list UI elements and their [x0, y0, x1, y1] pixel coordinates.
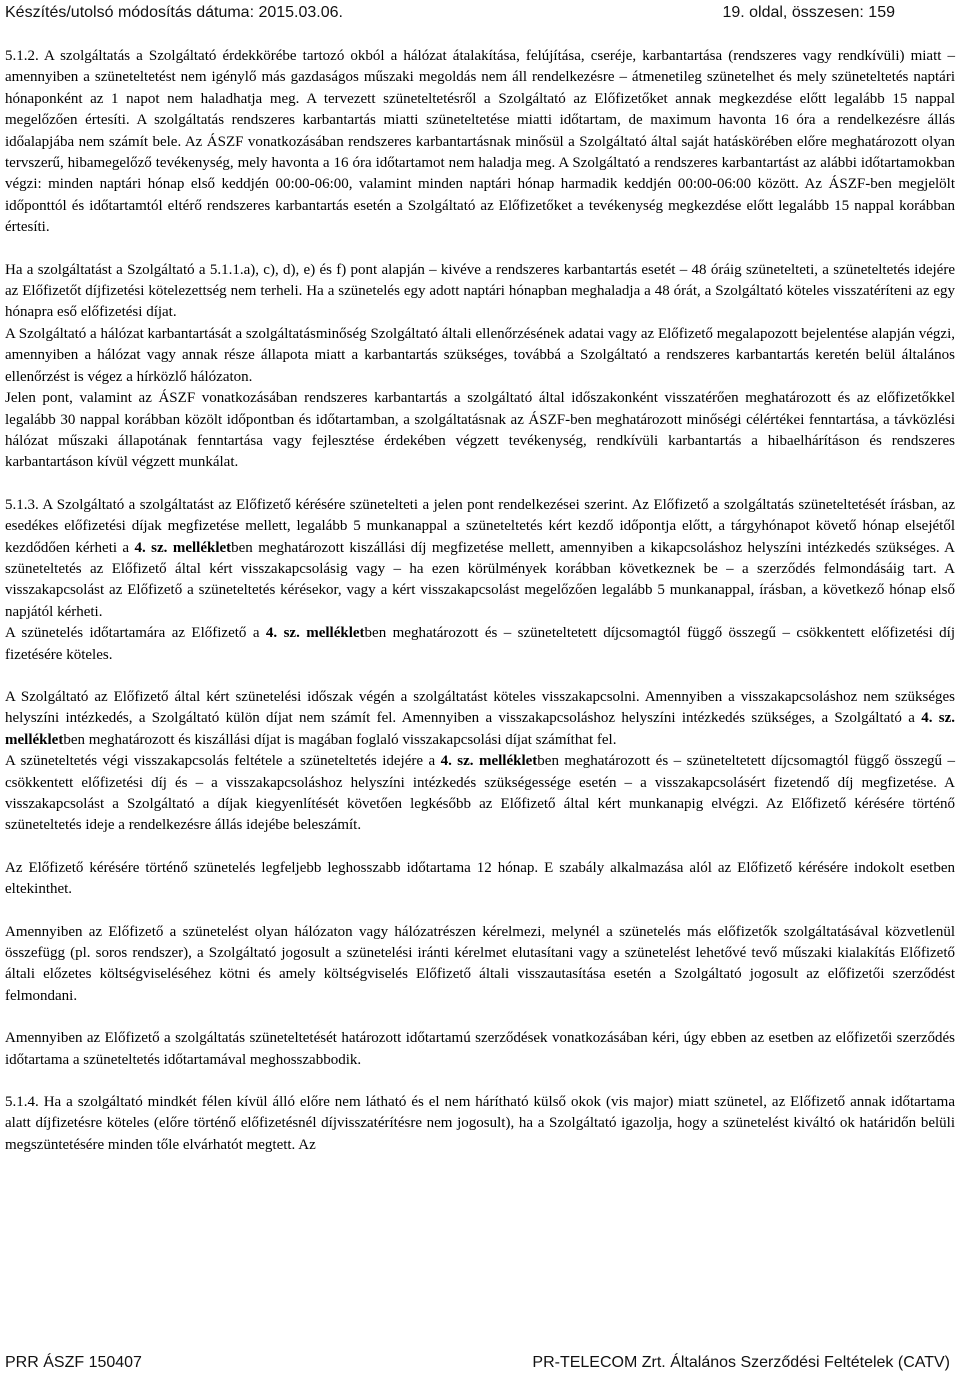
paragraph: A Szolgáltató a hálózat karbantartását a szolgáltatásminőség Szolgáltató általi ellenőrzésének adatai vagy az Előfizető megalapozott bejelentése alapján végzi, amennyiben a hálózat vagy annak része állapota miatt a karbantartás szükséges, továbbá a Szolgáltató a rendszeres karbantartás keretén belül általános ellenőrzést is végez a hírközlő hálózaton.: [5, 325, 955, 385]
page-number: 19. oldal, összesen: 159: [722, 4, 895, 21]
paragraph: [5, 751, 955, 837]
text-run: A szüneteltetés végi visszakapcsolás feltétele a szüneteltetés idejére a: [5, 753, 441, 770]
paragraph: Amennyiben az Előfizető a szolgáltatás szüneteltetését határozott időtartamú szerződések vonatkozásában kéri, úgy ebben az esetben az előfizetői szerződés időtartama a szüneteltetés időtartamával meghosszabbodik.: [5, 1030, 955, 1068]
paragraph: Ha a szolgáltatást a Szolgáltató a 5.1.1.a), c), d), e) és f) pont alapján – kivéve a rendszeres karbantartás esetét – 48 óráig szünetelteti, a szüneteltetés idejére az Előfizetőt díjfizetési kötelezettség nem terheli. Ha a szünetelés egy adott naptári hónapban meghaladja a 48 órát, a Szolgáltató köteles visszatéríteni az egy hónapra eső előfizetési díjat.: [5, 261, 955, 321]
document-code: PRR ÁSZF 150407: [5, 1354, 142, 1371]
paragraph-5-1-3: [5, 495, 955, 623]
text-run: A szünetelés időtartamára az Előfizető a: [5, 625, 266, 642]
text-run: 5.1.3. A Szolgáltató a szolgáltatást az Előfizető kérésére szünetelteti a jelen pont rendelkezései szerint. Az Előfizető a szolgáltatás szüneteltetését írásban, az esedékes előfizetési díjak megfizetése mellett, legalább 5 munkanappal a szüneteltetés kért kezdő időpontja előtt, a tárgyhónapot követő hónap elsejétől kezdődően kérheti a: [5, 496, 955, 556]
document-body: [5, 46, 955, 1156]
document-title: PR-TELECOM Zrt. Általános Szerződési Feltételek (CATV): [532, 1354, 950, 1371]
paragraph: [5, 687, 955, 751]
annex-reference: 4. sz. melléklet: [440, 753, 538, 770]
paragraph: Amennyiben az Előfizető a szünetelést olyan hálózaton vagy hálózatrészen kérelmezi, melynél a szünetelés más előfizetők szolgáltatásával közvetlenül összefügg (pl. soros rendszer), a Szolgáltató jogosult a szünetelési iránti kérelmet elutasítani vagy a szünetelést lehetővé tevő műszaki kialakítás Előfizető általi előzetes költségviseléséhez kötni és amely költségviselés Előfizető általi visszautasítása esetén a Szolgáltató jogosult az előfizetői szerződést felmondani.: [5, 923, 955, 1004]
text-run: ben meghatározott és kiszállási díjat is magában foglaló visszakapcsolási díjat számíthat fel.: [63, 731, 617, 748]
text-run: ben meghatározott és – szüneteltetett díjcsomagtól függő összegű – csökkentett előfizetési díj és – a visszakapcsoláshoz helyszíni intézkedés szükségessége esetén – a visszakapcsolásért fizetendő díj megfizetése. A visszakapcsolást a Szolgáltató a díjak kiegyenlítését követően legkésőbb az Előfizető által kért munkanapig elvégzi. Az Előfizető kérésére történő szüneteltetés ideje a rendelkezésre állás idejébe beleszámít.: [5, 753, 955, 834]
text-run: A Szolgáltató az Előfizető által kért szünetelési időszak végén a szolgáltatást köteles visszakapcsolni. Amennyiben a visszakapcsoláshoz nem szükséges helyszíni intézkedés, a Szolgáltató külön díjat nem számít fel. Amennyiben a visszakapcsoláshoz helyszíni intézkedés szükséges, a Szolgáltató a: [5, 688, 955, 727]
page-footer: [5, 1354, 955, 1380]
paragraph: [5, 623, 955, 666]
paragraph: Jelen pont, valamint az ÁSZF vonatkozásában rendszeres karbantartás a szolgáltató által időszakonként visszatérően meghatározott és az előfizetőkkel legalább 30 nappal korábban közölt időpontban és időtartamban, a szolgáltatásnak az ÁSZF-ben meghatározott minőségi célértékei fenntartása, a távközlési hálózat műszaki állapotának fenntartása vagy fejlesztése érdekében végzett tevékenység, rendkívüli karbantartás a hibaelhárításon és rendszeres karbantartáson kívül végzett munkálat.: [5, 390, 955, 471]
text-run: ben meghatározott kiszállási díj megfizetése mellett, amennyiben a kikapcsoláshoz helyszíni intézkedés szükséges. A szüneteltetés az Előfizető által kért visszakapcsolásig vagy – ha ezen körülmények korábban következnek be – a szerződés felmondásáig tart. A visszakapcsolást az Előfizető a szüneteltetés kérésekor, vagy a kért visszakapcsolást megelőzően legalább 5 munkanappal, írásban, a következő hónap első napjától kérheti.: [5, 539, 955, 620]
page-header: [5, 4, 955, 30]
paragraph-5-1-2: 5.1.2. A szolgáltatás a Szolgáltató érdekkörébe tartozó okból a hálózat átalakítása, felújítása, cseréje, karbantartása (rendszeres vagy rendkívüli) miatt – amennyiben a szüneteltetést nem igénylő más gazdaságos műszaki megoldás nem áll rendelkezésre – átmenetileg szünetelhet és mely szüneteltetés naptári hónaponként az 1 napot nem haladhatja meg. A tervezett szüneteltetésről a Szolgáltató az Előfizetőket annak megkezdése előtt legalább 15 nappal megelőzően értesíti. A szolgáltatás rendszeres karbantartás miatti szüneteltetése miatti időtartam, de maximum havonta 16 óra a rendelkezésre állás időalapjába nem számít bele. Az ÁSZF vonatkozásában rendszeres karbantartásnak minősül a Szolgáltató által saját hatáskörében előre meghatározott olyan tervszerű, hibamegelőző tevékenység, mely havonta a 16 óra időtartamot nem haladja meg. A Szolgáltató a rendszeres karbantartást az alábbi időtartamokban végzi: minden naptári hónap első keddjén 00:00-06:00, valamint minden naptári hónap harmadik keddjén 00:00-06:00 között. Az ÁSZF-ben megjelölt időponttól és időtartamtól eltérő rendszeres karbantartás esetén a Szolgáltató az Előfizetőket a tevékenység megkezdése előtt legalább 15 nappal korábban értesíti.: [5, 48, 955, 236]
paragraph: Az Előfizető kérésére történő szünetelés legfeljebb leghosszabb időtartama 12 hónap. E szabály alkalmazása alól az Előfizető kérésére indokolt esetben eltekinthet.: [5, 859, 955, 898]
annex-reference: 4. sz. melléklet: [5, 710, 956, 748]
text-run: ben meghatározott és – szüneteltetett díjcsomagtól függő összegű – csökkentett előfizetési díj fizetésére köteles.: [5, 625, 955, 663]
annex-reference: 4. sz. melléklet: [265, 625, 365, 642]
paragraph-5-1-4: 5.1.4. Ha a szolgáltató mindkét félen kívül álló előre nem látható és el nem hárítható külső okok (vis major) miatt szünetel, az Előfizető annak időtartama alatt díjfizetésre köteles (előre történő előfizetésnél díjvisszatérítésre nem jogosult), ha a Szolgáltató igazolja, hogy a szünetelést kiváltó ok határidőn belüli megszüntetésére minden tőle elvárhatót megtett. Az: [5, 1094, 955, 1153]
modification-date: Készítés/utolsó módosítás dátuma: 2015.03.06.: [5, 4, 343, 21]
annex-reference: 4. sz. melléklet: [134, 539, 232, 556]
